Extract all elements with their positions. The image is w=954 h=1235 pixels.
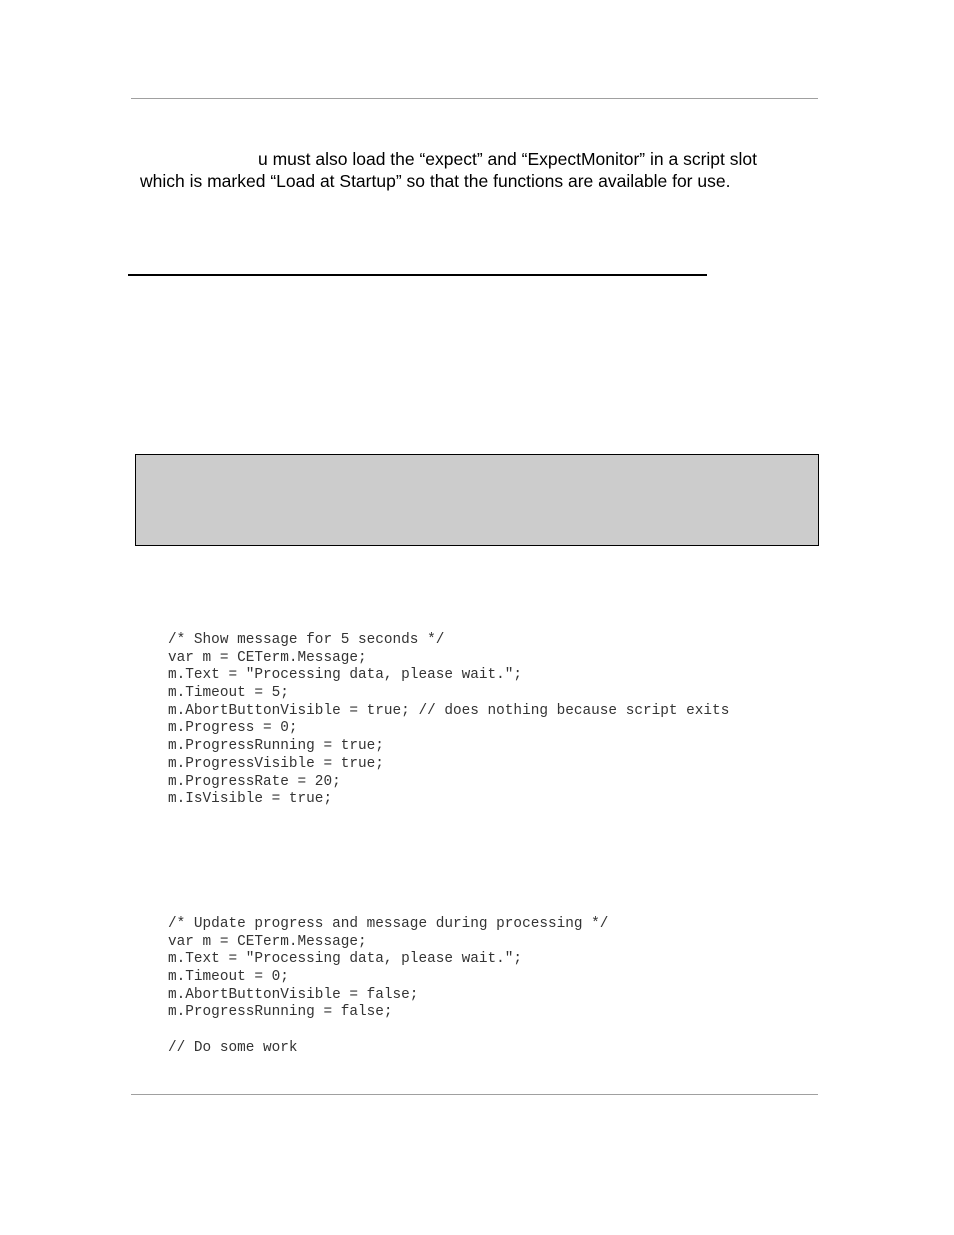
code-line: m.ProgressRate = 20;	[168, 773, 341, 790]
code-line: m.Timeout = 0;	[168, 969, 289, 986]
code-line: m.AbortButtonVisible = false;	[168, 986, 419, 1003]
code-line: m.ProgressRunning = true;	[168, 738, 384, 755]
code-line: var m = CETerm.Message;	[168, 933, 367, 950]
code-line: m.ProgressRunning = false;	[168, 1004, 393, 1021]
code-line: /* Update progress and message during processing */	[168, 916, 609, 932]
footer-rule	[131, 1094, 818, 1095]
code-line: m.Progress = 0;	[168, 720, 298, 737]
code-line: /* Show message for 5 seconds */	[168, 632, 445, 648]
code-line: m.Timeout = 5;	[168, 685, 289, 702]
code-example-1	[168, 632, 729, 809]
code-line: m.ProgressVisible = true;	[168, 755, 384, 772]
code-example-2	[168, 916, 608, 1058]
code-line: m.Text = "Processing data, please wait.";	[168, 667, 523, 684]
code-line: m.Text = "Processing data, please wait.";	[168, 951, 523, 968]
code-line: var m = CETerm.Message;	[168, 649, 367, 666]
code-line	[168, 1022, 608, 1040]
code-line: // Do some work	[168, 1039, 298, 1056]
code-line: m.AbortButtonVisible = true; // does nothing because script exits	[168, 702, 730, 719]
note-box	[135, 454, 819, 546]
intro-text-line-1: u must also load the “expect” and “ExpectMonitor” in a script slot	[258, 149, 757, 169]
section-heading-underline	[128, 274, 707, 276]
intro-text-line-2: which is marked “Load at Startup” so that the functions are available for use.	[140, 171, 731, 191]
header-rule	[131, 98, 818, 99]
code-line: m.IsVisible = true;	[168, 791, 333, 808]
